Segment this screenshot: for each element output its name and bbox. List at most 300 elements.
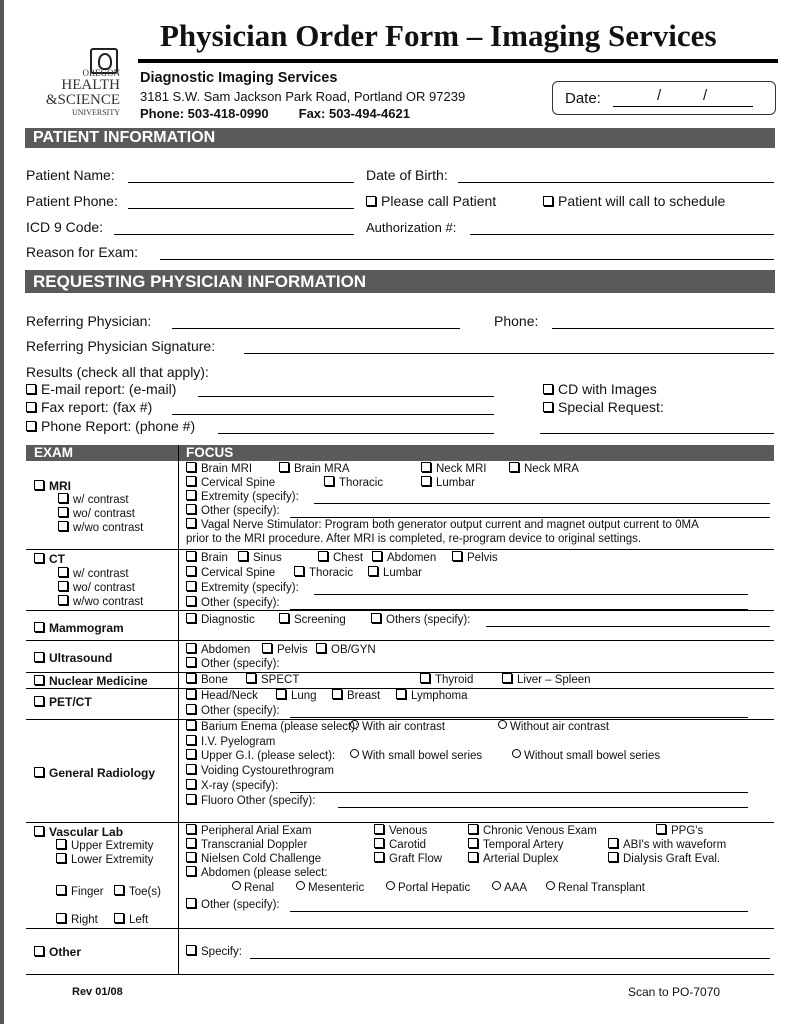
xray-field[interactable] [290, 792, 748, 793]
checkbox-icon [420, 673, 430, 683]
option-label: Lumbar [436, 477, 475, 489]
radio-icon [546, 881, 555, 890]
option-label: Toe(s) [129, 886, 161, 898]
option-label: Right [71, 914, 98, 926]
option-label: X-ray (specify): [201, 780, 279, 792]
exam-table [26, 445, 774, 975]
vl-abdomen[interactable] [186, 866, 328, 880]
option-label: Graft Flow [389, 853, 443, 865]
checkbox-icon [186, 504, 196, 514]
option-label: Thoracic [339, 477, 384, 489]
vl-row2 [186, 838, 726, 852]
icd-label: ICD 9 Code: [26, 219, 104, 235]
option-label: Abdomen [201, 644, 251, 656]
option-label: Mesenteric [308, 882, 365, 894]
ct-extremity-field[interactable] [314, 594, 748, 595]
vl-upper[interactable] [56, 839, 153, 852]
checkbox-icon [186, 551, 196, 561]
option-label: Dialysis Graft Eval. [623, 853, 721, 865]
general-radiology-checkbox[interactable] [34, 766, 155, 780]
checkbox-icon [186, 643, 196, 653]
vl-mesenteric[interactable] [296, 881, 386, 895]
ohsu-logo [24, 48, 124, 123]
physician-phone-field[interactable] [552, 328, 774, 329]
checkbox-icon [468, 852, 478, 862]
pet-lymphoma[interactable] [396, 689, 467, 703]
vl-other[interactable] [186, 898, 280, 912]
option-label: Brain MRA [294, 463, 350, 475]
checkbox-icon [186, 764, 196, 774]
ct-focus-row2 [186, 566, 422, 580]
ct-focus-row1 [186, 551, 498, 565]
vl-nielsen[interactable] [186, 852, 374, 866]
referring-field[interactable] [172, 328, 460, 329]
org-fax: Fax: 503-494-4621 [298, 106, 410, 121]
date-line [613, 106, 753, 107]
option-label: Lumbar [383, 567, 422, 579]
cd-label: CD with Images [558, 381, 657, 397]
patient-phone-field[interactable] [128, 208, 354, 209]
dob-label: Date of Birth: [366, 167, 448, 183]
vagal-option[interactable] [186, 518, 699, 532]
patient-phone-label: Patient Phone: [26, 193, 118, 209]
icd-field[interactable] [114, 234, 354, 235]
checkbox-icon [186, 735, 196, 745]
gr-barium [186, 720, 609, 734]
ct-label: CT [49, 552, 65, 566]
checkbox-icon [34, 826, 44, 836]
vl-graft[interactable] [374, 852, 468, 866]
nuclear-medicine-checkbox[interactable] [34, 674, 148, 688]
checkbox-icon [246, 673, 256, 683]
brain-mra-option[interactable] [279, 462, 421, 476]
checkbox-icon [58, 521, 68, 531]
email-report-label: E-mail report: (e-mail) [41, 381, 177, 397]
checkbox-icon [34, 480, 44, 490]
auth-label: Authorization #: [366, 220, 457, 235]
checkbox-icon [186, 613, 196, 623]
physician-phone-label: Phone: [494, 313, 539, 329]
checkbox-icon [238, 551, 248, 561]
checkbox-icon [656, 824, 666, 834]
physician-info-header: REQUESTING PHYSICIAN INFORMATION [25, 270, 775, 293]
checkbox-icon [421, 462, 431, 472]
ct-w-contrast[interactable] [58, 567, 129, 580]
option-label: Brain MRI [201, 463, 253, 475]
checkbox-icon [371, 613, 381, 623]
checkbox-icon [186, 490, 196, 500]
ct-thoracic-option[interactable] [294, 566, 368, 580]
ct-wo-contrast[interactable] [58, 581, 135, 594]
ct-chest-option[interactable] [318, 551, 372, 565]
checkbox-icon [114, 913, 124, 923]
patient-name-field[interactable] [128, 182, 354, 183]
nm-bone[interactable] [186, 673, 246, 687]
option-label: Portal Hepatic [398, 882, 471, 894]
option-label: Renal Transplant [558, 882, 645, 894]
dob-field[interactable] [458, 182, 774, 183]
checkbox-icon [452, 551, 462, 561]
option-label: With air contrast [362, 721, 446, 733]
nm-focus [186, 673, 591, 687]
option-label: Breast [347, 690, 381, 702]
call-patient-label: Please call Patient [381, 193, 497, 209]
option-label: Cervical Spine [201, 567, 276, 579]
email-report-checkbox[interactable] [26, 381, 176, 397]
option-label: Lung [291, 690, 317, 702]
option-label: w/ contrast [73, 494, 129, 506]
mammo-screening[interactable] [279, 613, 371, 627]
checkbox-icon [186, 596, 196, 606]
us-abdomen[interactable] [186, 643, 262, 657]
pet-breast[interactable] [332, 689, 396, 703]
option-label: Vagal Nerve Stimulator: Program both generator output current and magnet output current to 0MA [201, 519, 699, 531]
option-label: Bone [201, 674, 228, 686]
ct-other[interactable] [186, 596, 280, 610]
checkbox-icon [318, 551, 328, 561]
ct-cspine-option[interactable] [186, 566, 294, 580]
vl-row1 [186, 824, 703, 838]
ct-wwo-contrast[interactable] [58, 595, 143, 608]
vl-abd-options [232, 881, 645, 895]
option-label: wo/ contrast [73, 508, 135, 520]
pet-lung[interactable] [276, 689, 332, 703]
checkbox-icon [186, 720, 196, 730]
row-divider [26, 822, 774, 823]
checkbox-icon [186, 898, 196, 908]
vascular-lab-checkbox[interactable] [34, 825, 123, 839]
nm-spect[interactable] [246, 673, 420, 687]
radio-icon [232, 881, 241, 890]
checkbox-icon [468, 824, 478, 834]
signature-label: Referring Physician Signature: [26, 338, 216, 354]
checkbox-icon [56, 853, 66, 863]
row-divider [26, 640, 774, 641]
reason-field[interactable] [160, 259, 774, 260]
org-phone: Phone: 503-418-0990 [140, 106, 269, 121]
checkbox-icon [186, 852, 196, 862]
option-label: Head/Neck [201, 690, 258, 702]
row-divider [26, 610, 774, 611]
vl-chronic[interactable] [468, 824, 656, 838]
checkbox-icon [58, 507, 68, 517]
vl-finger[interactable] [56, 885, 114, 898]
fluoro-field[interactable] [338, 807, 748, 808]
radio-icon [492, 881, 501, 890]
option-label: Extremity (specify): [201, 491, 299, 503]
option-label: Other (specify): [201, 505, 280, 517]
phone-report-field[interactable] [218, 433, 494, 434]
ultrasound-label: Ultrasound [49, 651, 113, 665]
ct-pelvis-option[interactable] [452, 551, 498, 565]
vl-duplex[interactable] [468, 852, 608, 866]
us-focus-row1 [186, 643, 376, 657]
checkbox-icon [186, 657, 196, 667]
checkbox-icon [374, 852, 384, 862]
reason-label: Reason for Exam: [26, 244, 139, 260]
vl-abi[interactable] [608, 838, 726, 852]
checkbox-icon [366, 196, 376, 206]
vl-toe[interactable] [114, 886, 161, 898]
phone-report-checkbox[interactable] [26, 418, 195, 434]
pet-head[interactable] [186, 689, 276, 703]
ugi-without-sb[interactable] [512, 749, 660, 763]
ct-abdomen-option[interactable] [372, 551, 452, 565]
mammogram-label: Mammogram [49, 621, 124, 635]
vl-carotid[interactable] [374, 838, 468, 852]
checkbox-icon [186, 838, 196, 848]
date-field[interactable] [552, 81, 776, 115]
option-label: wo/ contrast [73, 582, 135, 594]
cspine-option[interactable] [186, 476, 324, 490]
ultrasound-checkbox[interactable] [34, 651, 112, 665]
page-edge [0, 0, 4, 1024]
checkbox-icon [186, 866, 196, 876]
neck-mra-option[interactable] [509, 462, 579, 476]
option-label: Peripheral Arial Exam [201, 825, 312, 837]
row-divider [26, 549, 774, 550]
checkbox-icon [26, 421, 36, 431]
fax-field[interactable] [172, 414, 494, 415]
checkbox-icon [56, 885, 66, 895]
vl-dialysis[interactable] [608, 852, 720, 866]
option-label: Arterial Duplex [483, 853, 559, 865]
neck-mri-option[interactable] [421, 462, 509, 476]
thoracic-option[interactable] [324, 476, 421, 490]
special-request-checkbox[interactable] [543, 399, 664, 415]
vl-tcd[interactable] [186, 838, 374, 852]
option-label: Upper Extremity [71, 840, 154, 852]
fax-report-label: Fax report: (fax #) [41, 399, 153, 415]
checkbox-icon [372, 551, 382, 561]
checkbox-icon [543, 196, 553, 206]
checkbox-icon [186, 794, 196, 804]
option-label: Abdomen (please select: [201, 867, 328, 879]
radio-icon [350, 720, 359, 729]
radio-icon [386, 881, 395, 890]
checkbox-icon [186, 518, 196, 528]
vl-arial[interactable] [186, 824, 374, 838]
option-label: I.V. Pyelogram [201, 736, 276, 748]
checkbox-icon [608, 838, 618, 848]
checkbox-icon [56, 913, 66, 923]
option-label: Liver – Spleen [517, 674, 591, 686]
call-patient-checkbox[interactable] [366, 193, 496, 209]
vl-temporal[interactable] [468, 838, 608, 852]
mri-wo-contrast[interactable] [58, 507, 135, 520]
other-label: Other [49, 945, 82, 959]
mri-other[interactable] [186, 504, 280, 518]
pet-other[interactable] [186, 704, 280, 718]
focus-header: FOCUS [186, 445, 234, 460]
option-label: Fluoro Other (specify): [201, 795, 316, 807]
vl-row3 [186, 852, 720, 866]
ugi-with-sb[interactable] [350, 749, 512, 763]
signature-field[interactable] [244, 353, 774, 354]
will-call-label: Patient will call to schedule [558, 193, 726, 209]
other-specify[interactable] [186, 945, 242, 959]
option-label: Upper G.I. (please select): [201, 750, 336, 762]
vl-venous[interactable] [374, 824, 468, 838]
barium-with-air[interactable] [350, 720, 498, 734]
mri-checkbox[interactable] [34, 479, 71, 493]
checkbox-icon [186, 462, 196, 472]
us-pelvis[interactable] [262, 643, 316, 657]
general-radiology-label: General Radiology [49, 766, 156, 780]
checkbox-icon [34, 652, 44, 662]
option-label: Brain [201, 552, 228, 564]
option-label: Other (specify): [201, 899, 280, 911]
fax-report-checkbox[interactable] [26, 399, 152, 415]
nm-thyroid[interactable] [420, 673, 502, 687]
checkbox-icon [186, 566, 196, 576]
mri-w-contrast[interactable] [58, 493, 129, 506]
phone-report-label: Phone Report: (phone #) [41, 418, 196, 434]
will-call-checkbox[interactable] [543, 193, 725, 209]
checkbox-icon [186, 779, 196, 789]
ct-brain-option[interactable] [186, 551, 238, 565]
vascular-lab-label: Vascular Lab [49, 825, 124, 839]
mammo-others[interactable] [371, 613, 470, 627]
mri-extremity-field[interactable] [314, 503, 770, 504]
radio-icon [512, 749, 521, 758]
option-label: Extremity (specify): [201, 582, 299, 594]
option-label: AAA [504, 882, 528, 894]
option-label: Other (specify): [201, 597, 280, 609]
nm-liver[interactable] [502, 673, 591, 687]
gr-xray[interactable] [186, 779, 278, 793]
checkbox-icon [186, 673, 196, 683]
barium-without-air[interactable] [498, 720, 609, 734]
checkbox-icon [34, 696, 44, 706]
option-label: Lower Extremity [71, 854, 154, 866]
checkbox-icon [58, 595, 68, 605]
mammogram-checkbox[interactable] [34, 621, 124, 635]
option-label: OB/GYN [331, 644, 376, 656]
checkbox-icon [186, 749, 196, 759]
ct-checkbox[interactable] [34, 552, 65, 566]
ct-sinus-option[interactable] [238, 551, 318, 565]
date-separator: / [657, 87, 662, 104]
vl-aaa[interactable] [492, 881, 546, 895]
brain-mri-option[interactable] [186, 462, 279, 476]
checkbox-icon [324, 476, 334, 486]
pet-other-field[interactable] [290, 717, 748, 718]
radio-icon [350, 749, 359, 758]
scan-to: Scan to PO-7070 [628, 985, 721, 999]
option-label: With small bowel series [362, 750, 483, 762]
option-label: Sinus [253, 552, 282, 564]
option-label: Lymphoma [411, 690, 468, 702]
special-request-field[interactable] [540, 433, 774, 434]
email-field[interactable] [198, 396, 494, 397]
vl-other-field[interactable] [290, 911, 748, 912]
other-checkbox[interactable] [34, 945, 81, 959]
checkbox-icon [374, 824, 384, 834]
ugi-option[interactable] [186, 749, 350, 763]
checkbox-icon [34, 622, 44, 632]
barium-option[interactable] [186, 720, 359, 734]
checkbox-icon [34, 553, 44, 563]
petct-checkbox[interactable] [34, 695, 92, 709]
radio-icon [296, 881, 305, 890]
checkbox-icon [332, 689, 342, 699]
mammo-diagnostic[interactable] [186, 613, 279, 627]
option-label: Specify: [201, 946, 242, 958]
us-obgyn[interactable] [316, 643, 376, 657]
option-label: Pelvis [467, 552, 498, 564]
checkbox-icon [509, 462, 519, 472]
vl-transplant[interactable] [546, 881, 645, 895]
checkbox-icon [543, 402, 553, 412]
checkbox-icon [421, 476, 431, 486]
lumbar-option[interactable] [421, 476, 475, 490]
option-label: Nielsen Cold Challenge [201, 853, 322, 865]
checkbox-icon [316, 643, 326, 653]
vl-portal[interactable] [386, 881, 492, 895]
ct-extremity[interactable] [186, 581, 299, 595]
option-label: Finger [71, 886, 104, 898]
checkbox-icon [396, 689, 406, 699]
option-label: Chest [333, 552, 364, 564]
option-label: Screening [294, 614, 346, 626]
vl-finger-toe [56, 885, 161, 898]
revision: Rev 01/08 [72, 986, 123, 998]
vl-ppg[interactable] [656, 824, 703, 838]
checkbox-icon [58, 493, 68, 503]
us-other[interactable] [186, 657, 280, 671]
mri-wwo-contrast[interactable] [58, 521, 143, 534]
date-separator: / [703, 87, 708, 104]
checkbox-icon [34, 767, 44, 777]
vl-renal[interactable] [232, 881, 296, 895]
checkbox-icon [34, 675, 44, 685]
gr-fluoro[interactable] [186, 794, 315, 808]
mammo-others-field[interactable] [486, 626, 770, 627]
date-label: Date: [565, 90, 601, 107]
checkbox-icon [186, 581, 196, 591]
option-label: Neck MRI [436, 463, 487, 475]
nuclear-medicine-label: Nuclear Medicine [49, 674, 148, 688]
vl-right[interactable] [56, 913, 114, 926]
gr-ivp[interactable] [186, 735, 275, 749]
checkbox-icon [468, 838, 478, 848]
option-label: Barium Enema (please select): [201, 721, 359, 733]
checkbox-icon [34, 946, 44, 956]
results-label: Results (check all that apply): [26, 364, 209, 380]
logo-text: HEALTH [61, 77, 120, 93]
option-label: Thyroid [435, 674, 474, 686]
org-phones [140, 106, 440, 121]
cd-checkbox[interactable] [543, 381, 657, 397]
auth-field[interactable] [470, 234, 774, 235]
checkbox-icon [294, 566, 304, 576]
petct-label: PET/CT [49, 695, 92, 709]
option-label: Neck MRA [524, 463, 579, 475]
mri-extremity[interactable] [186, 490, 299, 504]
vl-lower[interactable] [56, 853, 153, 866]
option-label: ABI's with waveform [623, 839, 727, 851]
vl-left[interactable] [114, 914, 148, 926]
ct-lumbar-option[interactable] [368, 566, 422, 580]
other-specify-field[interactable] [250, 958, 770, 959]
mri-label: MRI [49, 479, 71, 493]
checkbox-icon [543, 384, 553, 394]
gr-vcug[interactable] [186, 764, 334, 778]
option-label: w/wo contrast [73, 596, 144, 608]
option-label: Renal [244, 882, 275, 894]
checkbox-icon [186, 704, 196, 714]
